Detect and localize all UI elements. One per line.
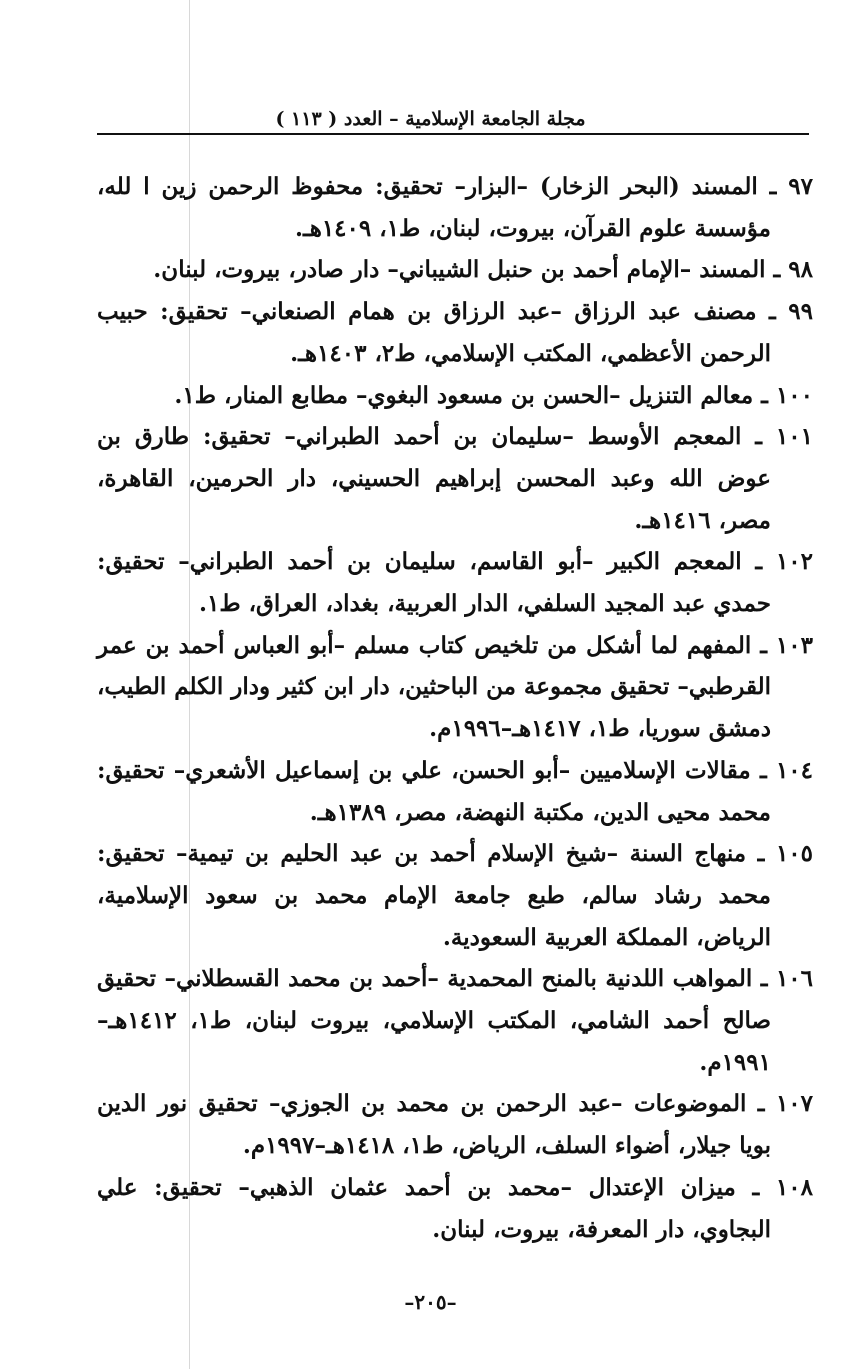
bibliography-entry	[97, 249, 813, 291]
entry-text: ميزان الإعتدال –محمد بن أحمد عثمان الذهبي– تحقيق: علي البجاوي، دار المعرفة، بيروت، لبنان.	[97, 1173, 771, 1243]
bibliography-entry	[97, 1167, 813, 1250]
entry-number: ١٠٧	[775, 1090, 813, 1118]
entry-text: المسند (البحر الزخار) –البزار– تحقيق: محفوظ الرحمن زين ا لله، مؤسسة علوم القرآن، بيروت، لبنان، ط١، ١٤٠٩هـ.	[97, 173, 771, 242]
bibliography-entry	[97, 833, 813, 958]
entry-number: ٩٩	[788, 298, 813, 326]
bibliography-entry	[97, 625, 813, 750]
entry-text: معالم التنزيل –الحسن بن مسعود البغوي– مطابع المنار، ط١.	[174, 381, 754, 409]
bibliography-list	[97, 166, 813, 1250]
entry-text: المعجم الكبير –أبو القاسم، سليمان بن أحمد الطبراني– تحقيق: حمدي عبد المجيد السلفي، الدار العربية، بغداد، العراق، ط١.	[97, 548, 771, 618]
bibliography-entry	[97, 958, 813, 1083]
entry-separator: ـ	[750, 756, 776, 784]
entry-number: ٩٨	[788, 256, 813, 284]
bibliography-entry	[97, 750, 813, 833]
header-rule	[97, 133, 809, 135]
entry-text: مصنف عبد الرزاق –عبد الرزاق بن همام الصنعاني– تحقيق: حبيب الرحمن الأعظمي، المكتب الإسلامي، ط٢، ١٤٠٣هـ.	[97, 298, 771, 367]
bibliography-entry	[97, 541, 813, 624]
entry-text: مقالات الإسلاميين –أبو الحسن، علي بن إسماعيل الأشعري– تحقيق: محمد محيى الدين، مكتبة النهضة، مصر، ١٣٨٩هـ.	[97, 756, 771, 826]
bibliography-entry	[97, 166, 813, 249]
entry-number: ١٠٦	[775, 965, 813, 993]
entry-text: المفهم لما أشكل من تلخيص كتاب مسلم –أبو العباس أحمد بن عمر القرطبي– تحقيق مجموعة من الباحثين، دار ابن كثير ودار الكلم الطيب، دمشق سوريا، ط١، ١٤١٧هـ–١٩٩٦م.	[97, 631, 771, 743]
bibliography-entry	[97, 416, 813, 541]
entry-text: الموضوعات –عبد الرحمن بن محمد بن الجوزي– تحقيق نور الدين بويا جيلار، أضواء السلف، الرياض، ط١، ١٤١٨هـ–١٩٩٧م.	[97, 1090, 771, 1160]
entry-number: ١٠٠	[775, 381, 813, 409]
entry-number: ١٠٤	[775, 756, 813, 784]
entry-text: المواهب اللدنية بالمنح المحمدية –أحمد بن محمد القسطلاني– تحقيق صالح أحمد الشامي، المكتب الإسلامي، بيروت لبنان، ط١، ١٤١٢هـ–١٩٩١م.	[97, 965, 771, 1076]
entry-number: ١٠٥	[775, 840, 813, 868]
entry-text: منهاج السنة –شيخ الإسلام أحمد بن عبد الحليم بن تيمية– تحقيق: محمد رشاد سالم، طبع جامعة الإمام محمد بن سعود الإسلامية، الرياض، المملكة العربية السعودية.	[97, 840, 771, 951]
bibliography-entry	[97, 1083, 813, 1166]
entry-separator: ـ	[746, 840, 776, 868]
entry-separator: ـ	[756, 298, 789, 326]
running-header: مجلة الجامعة الإسلامية – العدد ( ١١٣ )	[275, 108, 586, 130]
entry-separator: ـ	[751, 631, 776, 659]
entry-number: ٩٧	[788, 173, 813, 200]
entry-number: ١٠١	[775, 423, 813, 451]
entry-separator: ـ	[765, 256, 789, 284]
entry-separator: ـ	[735, 1173, 776, 1201]
entry-separator: ـ	[741, 423, 776, 451]
entry-text: المسند –الإمام أحمد بن حنبل الشيباني– دار صادر، بيروت، لبنان.	[153, 256, 766, 284]
entry-text: المعجم الأوسط –سليمان بن أحمد الطبراني– تحقيق: طارق بن عوض الله وعبد المحسن إبراهيم الحسيني، دار الحرمين، القاهرة، مصر، ١٤١٦هـ.	[97, 423, 771, 534]
page-number: –٢٠٥–	[404, 1290, 457, 1314]
entry-separator: ـ	[746, 1090, 776, 1118]
entry-separator: ـ	[753, 381, 776, 409]
entry-separator: ـ	[757, 173, 789, 200]
entry-number: ١٠٣	[775, 631, 813, 659]
bibliography-entry	[97, 375, 813, 417]
bibliography-entry	[97, 291, 813, 374]
entry-number: ١٠٢	[775, 548, 813, 576]
entry-number: ١٠٨	[775, 1173, 813, 1201]
entry-separator: ـ	[741, 548, 776, 576]
entry-separator: ـ	[752, 965, 776, 993]
